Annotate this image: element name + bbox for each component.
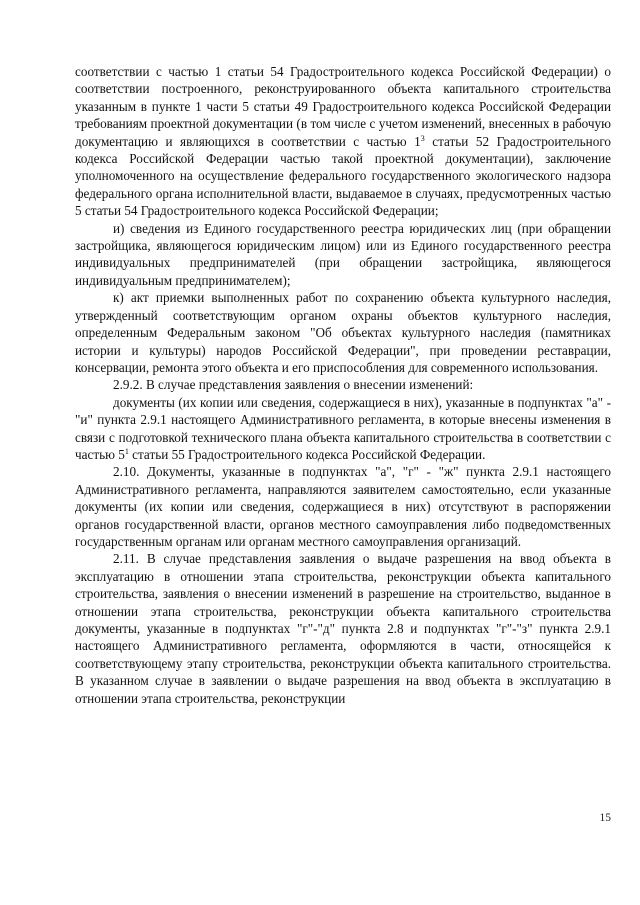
paragraph-2-10 [75,463,611,550]
paragraph-text: статьи 55 Градостроительного кодекса Российской Федерации. [128,446,486,462]
paragraph-text: документы (их копии или сведения, содержащиеся в них), указанные в подпунктах "а" - "и" пункта 2.9.1 настоящего Административного регламента, в которые внесены изменения в связи с подготовкой технического плана объекта капитального строительства в соответствии с частью 5 [75,394,611,462]
paragraph-text: и) сведения из Единого государственного реестра юридических лиц (при обращении застройщика, являющегося юридическим лицом) или из Единого государственного реестра индивидуальных предпринимателей (при обращении застройщика, являющегося индивидуальным предпринимателем); [75,220,611,288]
paragraph-text: 2.11. В случае представления заявления о выдаче разрешения на ввод объекта в эксплуатацию в отношении этапа строительства, реконструкции объекта капитального строительства, заявления о внесении изменений в разрешение на строительство, выданное в отношении этапа строительства, реконструкции объекта капитального строительства документы, указанные в подпунктах "г"-"д" пункта 2.8 и подпунктах "г"-"з" пункта 2.9.1 настоящего Административного регламента, оформляются в части, относящейся к соответствующему этапу строительства, реконструкции объекта капитального строительства. В указанном случае в заявлении о выдаче разрешения на ввод объекта в эксплуатацию в отношении этапа строительства, реконструкции [75,551,611,706]
document-body [75,63,611,707]
paragraph-text: 2.10. Документы, указанные в подпунктах "а", "г" - "ж" пункта 2.9.1 настоящего Административного регламента, направляются заявителем самостоятельно, если указанные документы (их копии или сведения, содержащиеся в них) отсутствуют в распоряжении органов государственной власти, органов местного самоуправления либо подведомственных государственным органам или органам местного самоуправления организаций. [75,464,611,549]
paragraph-text: соответствии с частью 1 статьи 54 Градостроительного кодекса Российской Федерации) о соответствии построенного, реконструированного объекта капитального строительства указанным в пункте 1 части 5 статьи 49 Градостроительного кодекса Российской Федерации требованиям проектной документации (в том числе с учетом изменений, внесенных в рабочую документацию и являющихся в соответствии с частью 1 [75,64,611,149]
superscript: 3 [420,133,425,143]
paragraph-text: статьи 52 Градостроительного кодекса Российской Федерации частью такой проектной документации), заключение уполномоченного на осуществление федерального государственного экологического надзора федерального органа исполнительной власти, выдаваемое в случаях, предусмотренных частью 5 статьи 54 Градостроительного кодекса Российской Федерации; [75,133,611,219]
paragraph-continuation [75,63,611,220]
paragraph-2-9-2 [75,376,611,393]
paragraph-text: к) акт приемки выполненных работ по сохранению объекта культурного наследия, утвержденный соответствующим органом охраны объектов культурного наследия, определенным Федеральным законом "Об объектах культурного наследия (памятниках истории и культуры) народов Российской Федерации", при проведении реставрации, консервации, ремонта этого объекта и его приспособления для современного использования. [75,290,611,375]
paragraph-text: 2.9.2. В случае представления заявления о внесении изменений: [113,377,474,393]
paragraph-item-k [75,289,611,376]
paragraph-documents [75,394,611,464]
paragraph-item-i [75,220,611,290]
paragraph-2-11 [75,550,611,707]
page-number: 15 [599,812,611,824]
superscript: 1 [124,446,129,456]
